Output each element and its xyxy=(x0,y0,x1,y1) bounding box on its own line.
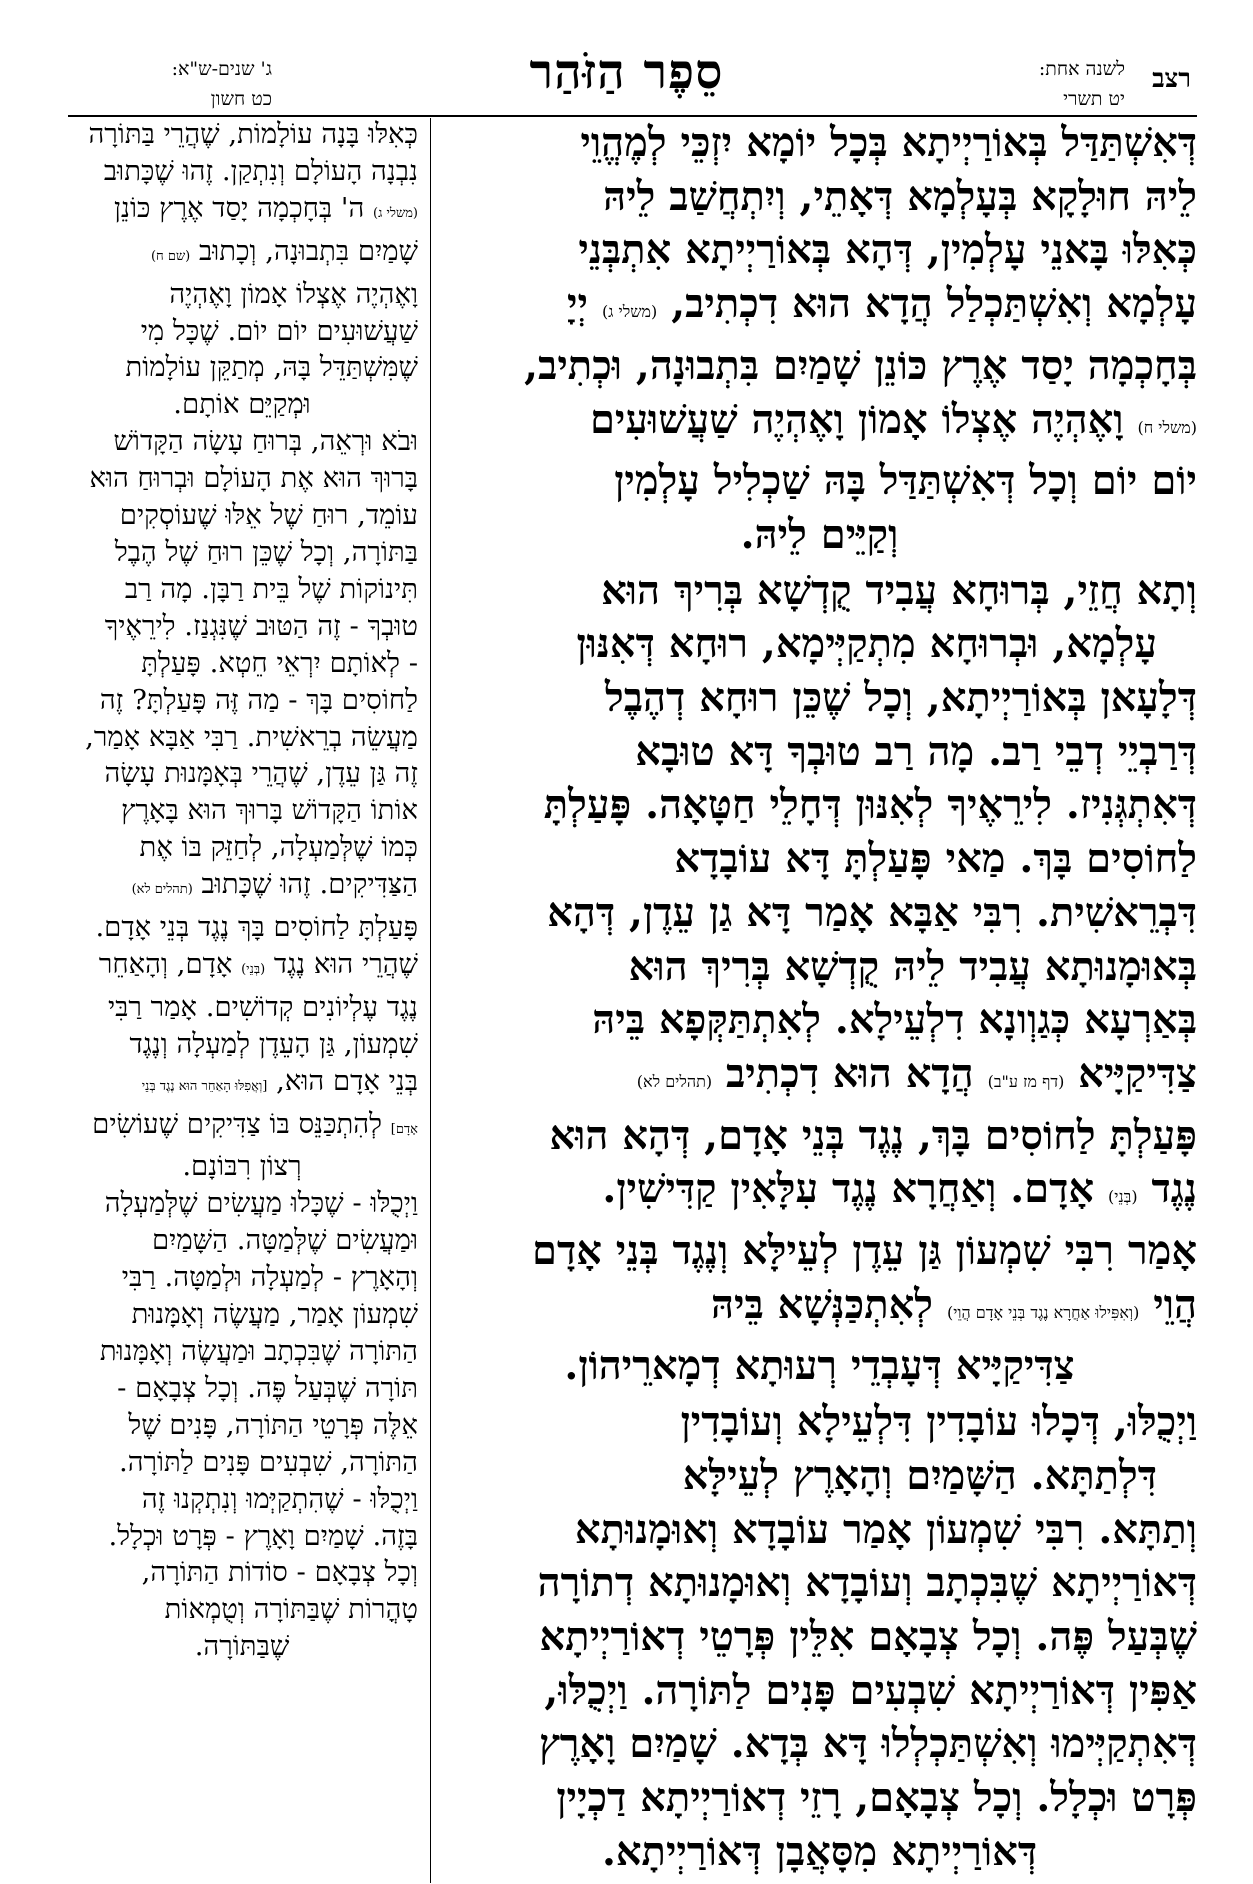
main-line xyxy=(442,1162,1197,1224)
header-right-line2: יט תשרי xyxy=(1063,88,1125,110)
page-number: רצב xyxy=(1152,64,1191,94)
main-text: יְיָ xyxy=(567,280,588,328)
side-text: בְּנֵי אָדָם הוּא, xyxy=(276,1064,418,1097)
main-text: וָאֶהְיֶה אֶצְלוֹ אָמוֹן וָאֶהְיֶה שַׁעֲשׁוּעִים xyxy=(589,395,1124,443)
side-line: פָּעַלְתָּ לַחוֹסִים בָּךְ נֶגֶד בְּנֵי אָדָם. xyxy=(95,911,418,944)
main-line: פְּרָט וּכְלָל. וְכָל צְבָאָם, רָזֵי דְאוֹרַיְיתָא דַכְיָין xyxy=(556,1774,1197,1822)
main-line: דְּאוֹרַיְיתָא מִסָּאֲבָן דְּאוֹרַיְיתָא. xyxy=(601,1827,1038,1875)
side-line: אֵלֶּה פְּרָטֵי הַתּוֹרָה, פָּנִים שֶׁל xyxy=(128,1408,418,1441)
side-line: אוֹתוֹ הַקָּדוֹשׁ בָּרוּךְ הוּא בָּאָרֶץ xyxy=(121,794,418,827)
side-line: תּוֹרָה שֶׁבְּעַל פֶּה. וְכָל צְבָאָם - xyxy=(117,1371,418,1404)
side-line xyxy=(66,1063,418,1106)
side-line: - לְאוֹתָם יִרְאֵי חֵטְא. פָּעַלְתָּ xyxy=(141,646,418,679)
main-text: אָדָם. וְאַחֲרָא נֶגֶד עִלָּאִין קַדִּישִׁין. xyxy=(602,1165,1095,1213)
verse-reference: (תהלים לא) xyxy=(131,882,193,898)
side-line: בַּתּוֹרָה, וְכָל שֶׁכֵּן רוּחַ שֶׁל הֶבֶל xyxy=(114,535,418,568)
main-line xyxy=(442,1047,1197,1109)
main-line: דִּבְרֵאשִׁית. רִבִּי אַבָּא אָמַר דָּא גַן עֵדֶן, דְּהָא xyxy=(547,888,1197,936)
side-line: טָהֳרוֹת שֶׁבַּתּוֹרָה וְטֻמְאוֹת xyxy=(164,1593,418,1626)
main-line: לַחוֹסִים בָּךְ. מַאי פָּעַלְתָּ דָּא עוֹבָדָא xyxy=(674,835,1197,883)
side-line: הַתּוֹרָה, שִׁבְעִים פָּנִים לַתּוֹרָה. xyxy=(118,1445,418,1478)
side-line xyxy=(66,190,418,233)
variant-reference: (וְאִפִּילוּ אַחֲרָא נֶגֶד בְּנֵי אָדָם הֲוֵי) xyxy=(946,1302,1140,1322)
side-text: שֶׁהֲרֵי הוּא נֶגֶד xyxy=(273,947,418,980)
main-line: אָמַר רִבִּי שִׁמְעוֹן גַּן עֵדֶן לְעֵילָּא וְנֶגֶד בְּנֵי אָדָם xyxy=(532,1227,1197,1275)
side-text: שָׁמַיִם בִּתְבוּנָה, וְכָתוּב xyxy=(199,234,418,267)
main-line: פָּעַלְתָּ לַחוֹסִים בָּךְ, נֶגֶד בְּנֵי אָדָם, דְּהָא הוּא xyxy=(549,1111,1197,1159)
variant-reference: אָדָם] xyxy=(390,1121,418,1137)
side-line: וַיְכֻלּוּ - שֶׁהִתְקַיְּמוּ וְנִתְקְנוּ זֶה xyxy=(141,1482,418,1515)
side-line: הַתּוֹרָה שֶׁבִּכְתָב וּמַעֲשֶׂה וְאָמָּנוּת xyxy=(99,1335,418,1367)
side-line: שִׁמְעוֹן אָמַר, מַעֲשֶׂה וְאָמָּנוּת xyxy=(131,1298,418,1331)
main-line: בְּאַרְעָא כְּגַוְונָא דִלְעֵילָא. לְאִתְתַּקְּפָא בֵּיהּ xyxy=(592,996,1197,1044)
verse-reference: (שם ח) xyxy=(150,248,191,264)
main-text: נֶגֶד xyxy=(1151,1165,1197,1213)
main-line: שֶׁבְּעַל פֶּה. וְכָל צְבָאָם אִלֵּין פְּרָטֵי דְאוֹרַיְיתָא xyxy=(539,1612,1197,1660)
main-line xyxy=(442,277,1197,339)
side-line: שֶׁמִּשְׁתַּדֵּל בָּהּ, מְתַקֵּן עוֹלָמוֹת xyxy=(125,351,418,384)
main-column xyxy=(442,116,1197,1879)
main-text: עָלְמָא וְאִשְׁתַּכְלַל הֲדָא הוּא דִכְתִיב, xyxy=(671,280,1197,328)
side-line: טוּבְךָ - זֶה הַטּוּב שֶׁנִּגְנַז. לִירֵאֶיךָ xyxy=(104,609,418,642)
main-line: בְּחָכְמָה יָסַד אֶרֶץ כּוֹנֵן שָׁמַיִם בִּתְבוּנָה, וּכְתִיב, xyxy=(524,341,1197,389)
side-line xyxy=(66,233,418,276)
side-line: וְהָאָרֶץ - לְמַעְלָה וּלְמַטָּה. רַבִּי xyxy=(121,1261,418,1294)
main-line: עָלְמָא, וּבְרוּחָא מִתְקַיְּימָא, רוּחָא דְּאִנּוּן xyxy=(576,620,1157,668)
side-text: ה' בְּחָכְמָה יָסַד אֶרֶץ כּוֹנֵן xyxy=(114,191,365,224)
book-title: סֵפֶר הַזֹּהַר xyxy=(529,44,724,100)
main-text: הֲוֵי xyxy=(1153,1280,1197,1328)
main-line: דְּרַבְיֵי דְבֵי רַב. מָה רַב טוּבְךָ דָּא טוּבָא xyxy=(635,727,1197,775)
side-line: רְצוֹן רִבּוֹנָם. xyxy=(182,1150,302,1183)
side-line: כְּמוֹ שֶׁלְּמַעְלָה, לְחַזֵּק בּוֹ אֶת xyxy=(139,831,418,864)
verse-reference: (משלי ג) xyxy=(601,302,658,322)
main-line: וַיְכֻלּוּ, דְּכָלוּ עוֹבָדִין דִּלְעֵילָא וְעוֹבָדִין xyxy=(680,1398,1197,1446)
main-text: הֲדָא הוּא דִכְתִיב xyxy=(726,1049,974,1097)
side-line: תִּינוֹקוֹת שֶׁל בֵּית רַבָּן. מָה רַב xyxy=(124,572,418,605)
side-line: שֶׁבַּתּוֹרָה. xyxy=(194,1630,290,1663)
side-line: וְכָל צְבָאָם - סוֹדוֹת הַתּוֹרָה, xyxy=(141,1556,418,1589)
main-line: צַדִּיקַיָּיא דְּעָבְדֵי רְעוּתָא דְמָארֵיהוֹן. xyxy=(564,1342,1075,1390)
main-line: לֵיהּ חוּלָקָא בְּעָלְמָא דְּאָתֵי, וְיִתְחֲשַׁב לֵיהּ xyxy=(603,172,1197,220)
side-line xyxy=(66,1106,418,1149)
side-line: שַׁעֲשׁוּעִים יוֹם יוֹם. שֶׁכָּל מִי xyxy=(140,314,418,347)
side-line: מַעֲשֵׂה בְרֵאשִׁית. רַבִּי אַבָּא אָמַר, xyxy=(85,720,418,753)
side-line: עוֹמֵד, רוּחַ שֶׁל אֵלּוּ שֶׁעוֹסְקִים xyxy=(119,499,418,532)
side-line: בָּזֶה. שָׁמַיִם וָאָרֶץ - פְּרָט וּכְלָל. xyxy=(108,1519,418,1552)
side-line: נֶגֶד עֶלְיוֹנִים קְדוֹשִׁים. אָמַר רַבִּי xyxy=(107,990,418,1023)
translation-column xyxy=(66,116,418,1665)
verse-reference: (משלי ג) xyxy=(373,205,418,221)
verse-reference: (תהלים לא) xyxy=(636,1071,713,1091)
side-line: וּמַעֲשִׂים שֶׁלְּמַטָּה. הַשָּׁמַיִם xyxy=(152,1224,418,1257)
main-line: כְּאִלּוּ בָּאנֵי עָלְמִין, דְּהָא בְּאוֹרַיְיתָא אִתְבְּנֵי xyxy=(578,226,1197,274)
main-line: דְּאִשְׁתַּדַּל בְּאוֹרַיְיתָא בְּכָל יוֹמָא יִזְכֵּי לְמֶהֱוֵי xyxy=(580,119,1197,166)
side-line: וָאֶהְיֶה אֶצְלוֹ אָמוֹן וָאֶהְיֶה xyxy=(169,277,418,310)
main-text: לְאִתְכַּנְּשָׁא בֵּיהּ xyxy=(710,1280,934,1328)
main-text: צַדִּיקַיָּיא xyxy=(1078,1049,1197,1097)
variant-reference: (בְּנֵי) xyxy=(241,961,266,977)
side-text: הַצַּדִּיקִים. זֶהוּ שֶׁכָּתוּב xyxy=(201,868,418,901)
side-line xyxy=(66,946,418,989)
side-line: וּבֹא וּרְאֵה, בְּרוּחַ עָשָׂה הַקָּדוֹשׁ xyxy=(113,425,418,458)
side-line xyxy=(66,866,418,909)
side-line: כְּאִלּוּ בָּנָה עוֹלָמוֹת, שֶׁהֲרֵי בַּתּוֹרָה xyxy=(88,118,418,150)
side-line: זֶה גַּן עֵדֶן, שֶׁהֲרֵי בְּאָמָּנוּת עָשָׂה xyxy=(104,757,418,790)
main-line: דְּאוֹרַיְיתָא שֶׁבִּכְתָב וְעוֹבָדָא וְאוּמָנוּתָא דְתוֹרָה xyxy=(537,1559,1197,1607)
main-line: וְקַיֵּים לֵיהּ. xyxy=(740,510,899,558)
main-line: אַפִּין דְּאוֹרַיְיתָא שִׁבְעִים פָּנִים לַתּוֹרָה. וַיְכֻלּוּ, xyxy=(544,1666,1197,1714)
variant-reference: (בְּנֵי) xyxy=(1108,1187,1138,1207)
column-divider xyxy=(430,118,431,1883)
main-line: דִּלְתַתָּא. הַשָּׁמַיִם וְהָאָרֶץ לְעֵילָּא xyxy=(682,1451,1157,1499)
header-left-dates xyxy=(72,54,272,114)
main-line: דְּאִתְקַיְּימוּ וְאִשְׁתַּכְלְלוּ דָּא בְּדָא. שָׁמַיִם וָאָרֶץ xyxy=(538,1720,1197,1768)
main-line xyxy=(442,1278,1197,1340)
main-line: דְּאִתְגְּנִיז. לִירֵאֶיךָ לְאִנּוּן דְּחָלֵי חַטָּאָה. פָּעַלְתָּ xyxy=(543,781,1197,829)
main-line: וְתַתָּא. רִבִּי שִׁמְעוֹן אָמַר עוֹבָדָא וְאוּמָנוּתָא xyxy=(574,1505,1197,1553)
header-left-line1: ג' שנים-ש"א: xyxy=(171,58,272,80)
header-right-line1: לשנה אחת: xyxy=(1038,58,1125,80)
main-line: דְּלָעָאן בְּאוֹרַיְיתָא, וְכָל שֶׁכֵּן רוּחָא דְהֶבֶל xyxy=(605,674,1197,722)
variant-reference: [וְאֲפִלּוּ הָאַחֵר הוּא נֶגֶד בְּנֵי xyxy=(141,1078,268,1094)
main-line: בְּאוּמָנוּתָא עֲבִיד לֵיהּ קֻדְשָׁא בְּרִיךְ הוּא xyxy=(628,942,1197,990)
side-line: בָּרוּךְ הוּא אֶת הָעוֹלָם וּבְרוּחַ הוּא xyxy=(89,462,418,495)
main-line: יוֹם יוֹם וְכָל דְּאִשְׁתַּדַּל בָּהּ שַׁכְלִיל עָלְמִין xyxy=(614,457,1197,505)
side-text: לְהִתְכַּנֵּס בּוֹ צַדִּיקִים שֶׁעוֹשִׂים xyxy=(92,1107,382,1140)
main-line xyxy=(442,393,1197,455)
side-line: נִבְנָה הָעוֹלָם וְנִתְקַן. זֶהוּ שֶׁכָּתוּב xyxy=(103,154,418,187)
side-line: וּמְקַיֵּם אוֹתָם. xyxy=(173,388,311,421)
side-line: לַחוֹסִים בָּךְ - מַה זֶּה פָּעַלְתָּ? זֶה xyxy=(99,683,418,716)
side-text: אָדָם, וְהָאַחֵר xyxy=(98,947,233,980)
daf-reference: (דף מז ע"ב) xyxy=(987,1071,1065,1091)
verse-reference: (משלי ח) xyxy=(1137,417,1197,437)
side-line: וַיְכֻלּוּ - שֶׁכָּלוּ מַעֲשִׂים שֶׁלְּמַעְלָה xyxy=(104,1187,418,1220)
main-line: וְתָא חֲזֵי, בְּרוּחָא עֲבִיד קֻדְשָׁא בְּרִיךְ הוּא xyxy=(601,566,1197,614)
header-left-line2: כט חשון xyxy=(210,88,272,110)
side-line: שִׁמְעוֹן, גַּן הָעֵדֶן לְמַעְלָה וְנֶגֶד xyxy=(129,1027,418,1060)
